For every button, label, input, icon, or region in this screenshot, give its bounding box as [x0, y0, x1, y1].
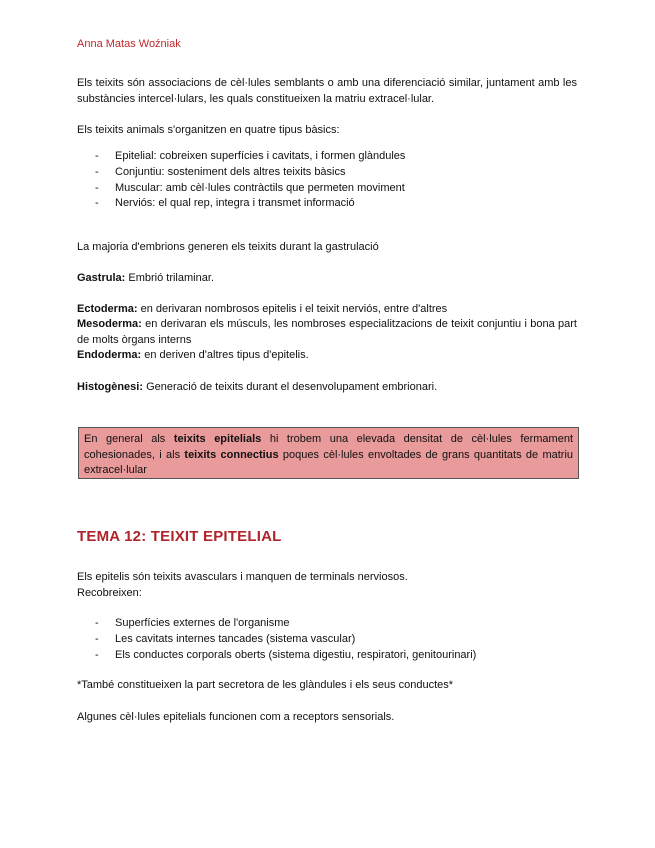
gastrula-term: Gastrula: — [77, 272, 126, 284]
section-heading: TEMA 12: TEIXIT EPITELIAL — [77, 528, 282, 545]
bullet-dash: - — [95, 150, 99, 162]
endoderma-definition: Endoderma: en deriven d'altres tipus d'epitelis. — [77, 349, 309, 361]
gastrula-definition: Gastrula: Embrió trilaminar. — [77, 272, 214, 284]
list-item: - Nerviós: el qual rep, integra i transmet informació — [95, 196, 405, 212]
receptors-sentence: Algunes cèl·lules epitelials funcionen com a receptors sensorials. — [77, 711, 395, 723]
list-item: - Les cavitats internes tancades (sistema vascular) — [95, 632, 476, 648]
epithelia-intro: Els epitelis són teixits avasculars i manquen de terminals nerviosos. Recobreixen: — [77, 571, 408, 599]
bullet-dash: - — [95, 617, 99, 629]
bullet-dash: - — [95, 165, 99, 178]
author-name: Anna Matas Woźniak — [77, 38, 181, 50]
list-item: - Superfícies externes de l'organisme — [95, 616, 476, 632]
callout-term-epithelial: teixits epitelials — [173, 433, 262, 445]
bullet-dash: - — [95, 632, 99, 645]
list-item: - Epitelial: cobreixen superfícies i cavitats, i formen glàndules — [95, 149, 405, 165]
ectoderma-term: Ectoderma: — [77, 303, 138, 315]
tissue-types-list — [95, 149, 405, 212]
bullet-dash: - — [95, 197, 99, 210]
tissue-definition: Els teixits són associacions de cèl·lules semblants o amb una diferenciació similar, juntament amb les substàncies intercel·lulars, les quals constitueixen la matriu extracel·lular. — [77, 77, 577, 105]
glands-note: *També constitueixen la part secretora de les glàndules i els seus conductes* — [77, 679, 454, 691]
list-item: - Els conductes corporals oberts (sistema digestiu, respiratori, genitourinari) — [95, 648, 476, 664]
gastrulation-sentence: La majoria d'embrions generen els teixits durant la gastrulació — [77, 241, 379, 253]
tissue-types-intro: Els teixits animals s'organitzen en quatre tipus bàsics: — [77, 124, 340, 136]
mesoderma-term: Mesoderma: — [77, 318, 142, 330]
epithelia-covers-list — [95, 616, 476, 663]
ectoderma-definition: Ectoderma: en derivaran nombrosos epitelis i el teixit nerviós, entre d'altres — [77, 303, 448, 315]
bullet-dash: - — [95, 648, 99, 661]
callout-term-connective: teixits connectius — [184, 448, 279, 461]
list-item: - Conjuntiu: sosteniment dels altres teixits bàsics — [95, 165, 405, 181]
bullet-dash: - — [95, 181, 99, 194]
histogenesi-term: Histogènesi: — [77, 381, 144, 393]
highlight-callout: En general als teixits epitelials hi trobem una elevada densitat de cèl·lules fermament cohesionades, i als teixits connectius poques cèl·lules envoltades de grans quantitats de matriu extracel·lular — [78, 427, 579, 479]
histogenesi-definition: Histogènesi: Generació de teixits durant el desenvolupament embrionari. — [77, 381, 438, 393]
mesoderma-definition: Mesoderma: en derivaran els músculs, les nombroses especialitzacions de teixit conjuntiu i bona part de molts òrgans interns — [77, 318, 577, 346]
endoderma-term: Endoderma: — [77, 349, 142, 361]
list-item: - Muscular: amb cèl·lules contràctils que permeten moviment — [95, 181, 405, 197]
